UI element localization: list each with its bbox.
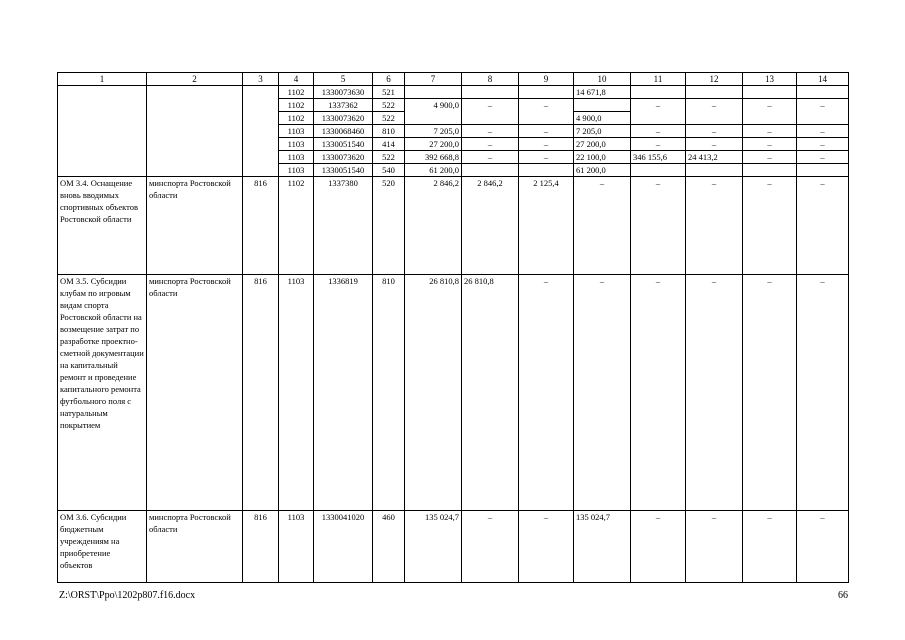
table-row <box>58 86 849 99</box>
value-cell <box>574 99 631 112</box>
value-cell: – <box>743 177 797 275</box>
header-cell: 3 <box>243 73 279 86</box>
value-cell: – <box>631 99 686 125</box>
executor-name: минспорта Ростовской области <box>147 275 243 511</box>
target-article-code: 1330073620 <box>314 112 373 125</box>
section-code: 1102 <box>279 112 314 125</box>
value-cell: – <box>462 138 519 151</box>
value-cell: – <box>631 511 686 583</box>
value-cell: – <box>519 125 574 138</box>
value-cell: – <box>462 99 519 125</box>
value-cell: – <box>519 138 574 151</box>
value-cell <box>686 86 743 99</box>
value-cell: – <box>519 511 574 583</box>
value-cell: – <box>462 125 519 138</box>
value-cell: – <box>574 275 631 511</box>
value-cell: – <box>686 511 743 583</box>
value-cell: 346 155,6 <box>631 151 686 164</box>
value-cell <box>405 86 462 99</box>
grbs-code: 816 <box>243 511 279 583</box>
value-cell: 27 200,0 <box>574 138 631 151</box>
header-cell: 14 <box>797 73 849 86</box>
value-cell: – <box>797 125 849 138</box>
value-cell: – <box>631 177 686 275</box>
measure-name: ОМ 3.6. Субсидии бюджетным учреждениям на приобретение объектов <box>58 511 147 583</box>
expense-type-code: 520 <box>373 177 405 275</box>
om-row-3-4 <box>58 177 849 275</box>
section-code: 1103 <box>279 511 314 583</box>
value-cell: – <box>743 151 797 164</box>
grbs-code: 816 <box>243 177 279 275</box>
value-cell: – <box>797 177 849 275</box>
header-cell: 7 <box>405 73 462 86</box>
value-cell: 26 810,8 <box>405 275 462 511</box>
expense-type-code: 522 <box>373 151 405 164</box>
value-cell: – <box>797 99 849 125</box>
continued-executor-cell <box>147 86 243 177</box>
section-code: 1103 <box>279 125 314 138</box>
target-article-code: 1330041020 <box>314 511 373 583</box>
value-cell: – <box>462 151 519 164</box>
om-row-3-5 <box>58 275 849 511</box>
section-code: 1102 <box>279 177 314 275</box>
value-cell: 14 671,8 <box>574 86 631 99</box>
value-cell <box>631 86 686 99</box>
measure-name: ОМ 3.5. Субсидии клубам по игровым видам спорта Ростовской области на возмещение затрат по разработке проектно-сметной документации на капитальный ремонт и проведение капитального ремонта футбольного поля с натуральным покрытием <box>58 275 147 511</box>
expense-type-code: 522 <box>373 99 405 112</box>
value-cell: – <box>797 275 849 511</box>
value-cell: 7 205,0 <box>405 125 462 138</box>
target-article-code: 1330051540 <box>314 164 373 177</box>
header-cell: 6 <box>373 73 405 86</box>
column-number-header <box>58 73 849 86</box>
value-cell <box>686 164 743 177</box>
value-cell <box>462 164 519 177</box>
expense-type-code: 414 <box>373 138 405 151</box>
value-cell: – <box>519 151 574 164</box>
value-cell: – <box>574 177 631 275</box>
section-code: 1103 <box>279 164 314 177</box>
value-cell <box>519 86 574 99</box>
value-cell <box>743 86 797 99</box>
value-cell: – <box>631 138 686 151</box>
value-cell: 4 900,0 <box>574 112 631 125</box>
value-cell: 61 200,0 <box>405 164 462 177</box>
value-cell: – <box>631 275 686 511</box>
om-row-3-6 <box>58 511 849 583</box>
value-cell: – <box>631 125 686 138</box>
budget-table <box>57 72 849 583</box>
value-cell <box>743 164 797 177</box>
value-cell: 2 125,4 <box>519 177 574 275</box>
header-cell: 4 <box>279 73 314 86</box>
target-article-code: 1337362 <box>314 99 373 112</box>
value-cell: – <box>686 99 743 125</box>
header-cell: 9 <box>519 73 574 86</box>
value-cell: 24 413,2 <box>686 151 743 164</box>
value-cell: 7 205,0 <box>574 125 631 138</box>
continued-name-cell <box>58 86 147 177</box>
expense-type-code: 521 <box>373 86 405 99</box>
header-cell: 2 <box>147 73 243 86</box>
header-cell: 1 <box>58 73 147 86</box>
footer-file-path: Z:\ORST\Ppo\1202p807.f16.docx <box>59 590 196 601</box>
value-cell: 135 024,7 <box>574 511 631 583</box>
measure-name: ОМ 3.4. Оснащение вновь вводимых спортивных объектов Ростовской области <box>58 177 147 275</box>
header-cell: 10 <box>574 73 631 86</box>
expense-type-code: 540 <box>373 164 405 177</box>
expense-type-code: 522 <box>373 112 405 125</box>
value-cell: 4 900,0 <box>405 99 462 125</box>
target-article-code: 1337380 <box>314 177 373 275</box>
section-code: 1103 <box>279 138 314 151</box>
header-cell: 5 <box>314 73 373 86</box>
value-cell: 61 200,0 <box>574 164 631 177</box>
header-cell: 12 <box>686 73 743 86</box>
target-article-code: 1330051540 <box>314 138 373 151</box>
value-cell: 27 200,0 <box>405 138 462 151</box>
expense-type-code: 810 <box>373 275 405 511</box>
target-article-code: 1336819 <box>314 275 373 511</box>
expense-type-code: 460 <box>373 511 405 583</box>
value-cell: – <box>462 511 519 583</box>
value-cell <box>797 164 849 177</box>
value-cell: 392 668,8 <box>405 151 462 164</box>
value-cell <box>631 164 686 177</box>
value-cell: – <box>743 99 797 125</box>
value-cell: – <box>743 511 797 583</box>
value-cell <box>462 86 519 99</box>
grbs-code: 816 <box>243 275 279 511</box>
value-cell: – <box>743 275 797 511</box>
value-cell: – <box>797 151 849 164</box>
value-cell: – <box>686 275 743 511</box>
expense-type-code: 810 <box>373 125 405 138</box>
target-article-code: 1330073620 <box>314 151 373 164</box>
value-cell: – <box>686 138 743 151</box>
value-cell: – <box>519 275 574 511</box>
target-article-code: 1330073630 <box>314 86 373 99</box>
section-code: 1103 <box>279 151 314 164</box>
value-cell: – <box>686 177 743 275</box>
executor-name: минспорта Ростовской области <box>147 177 243 275</box>
value-cell: – <box>797 511 849 583</box>
value-cell: – <box>797 138 849 151</box>
page-number: 66 <box>838 590 848 601</box>
section-code: 1102 <box>279 99 314 112</box>
value-cell: 2 846,2 <box>405 177 462 275</box>
header-cell: 11 <box>631 73 686 86</box>
value-cell <box>519 164 574 177</box>
value-cell: 2 846,2 <box>462 177 519 275</box>
header-cell: 8 <box>462 73 519 86</box>
value-cell: 135 024,7 <box>405 511 462 583</box>
continued-grbs-cell <box>243 86 279 177</box>
value-cell: – <box>686 125 743 138</box>
section-code: 1102 <box>279 86 314 99</box>
value-cell: – <box>519 99 574 125</box>
value-cell: – <box>743 138 797 151</box>
value-cell: – <box>743 125 797 138</box>
section-code: 1103 <box>279 275 314 511</box>
executor-name: минспорта Ростовской области <box>147 511 243 583</box>
target-article-code: 1330068460 <box>314 125 373 138</box>
value-cell: 26 810,8 <box>462 275 519 511</box>
value-cell <box>797 86 849 99</box>
value-cell: 22 100,0 <box>574 151 631 164</box>
header-cell: 13 <box>743 73 797 86</box>
